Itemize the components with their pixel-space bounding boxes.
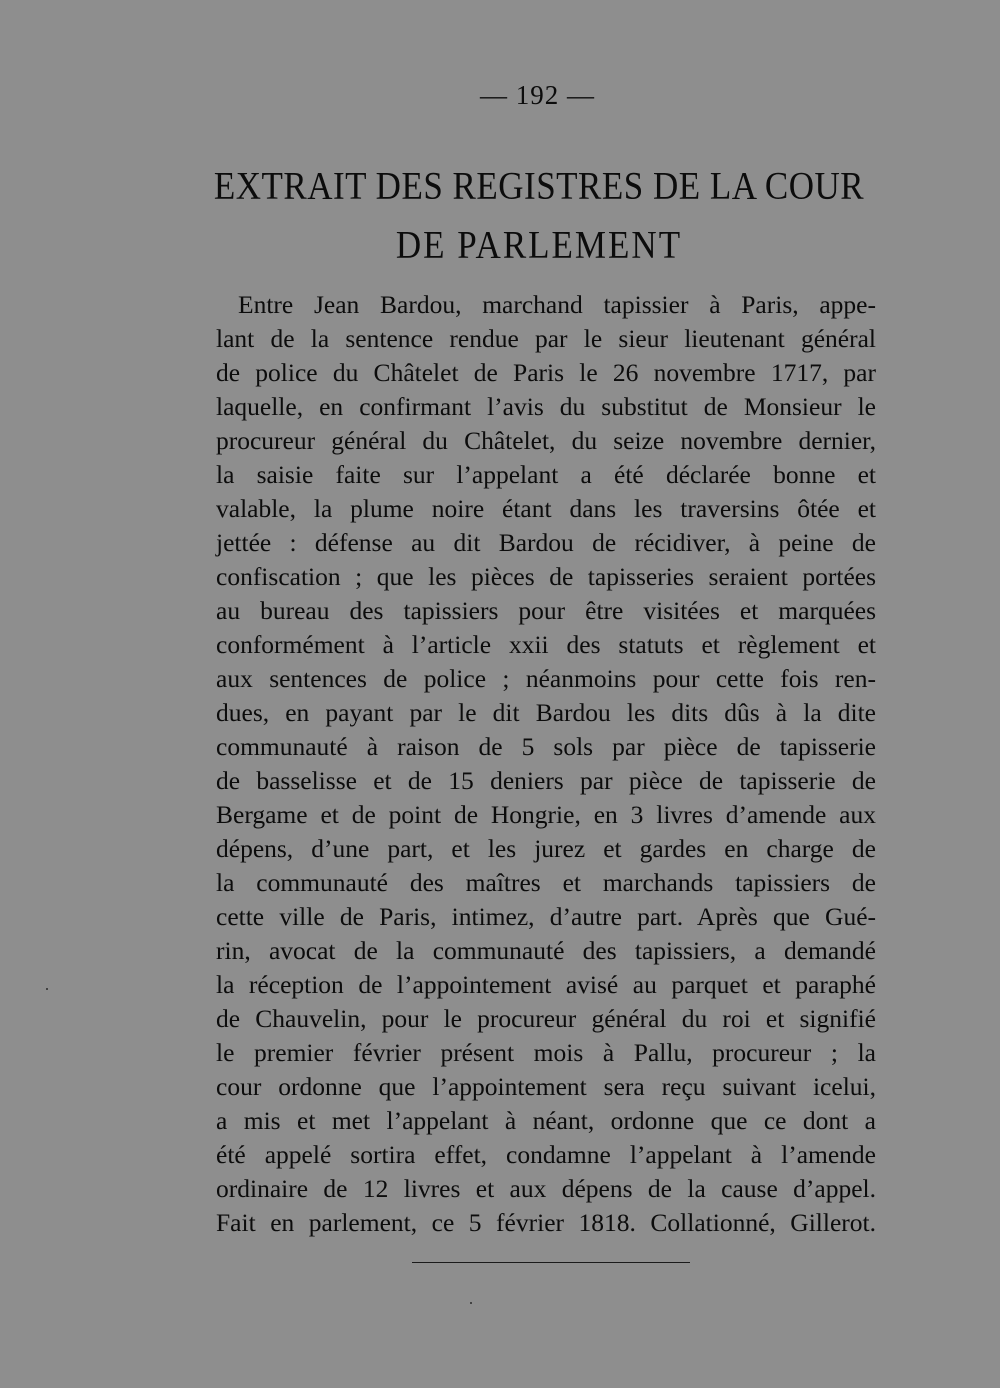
body-line: ordinaire de 12 livres et aux dépens de la cause d’appel. [216,1174,876,1203]
body-line: valable, la plume noire étant dans les traversins ôtée et [216,494,876,523]
body-line: conformément à l’article xxii des statuts et règlement et [216,630,876,659]
paper-speck [470,1302,472,1304]
body-line: confiscation ; que les pièces de tapisseries seraient portées [216,562,876,591]
body-line: dépens, d’une part, et les jurez et gardes en charge de [216,834,876,863]
body-line: aux sentences de police ; néanmoins pour cette fois ren- [216,664,876,693]
body-line: Entre Jean Bardou, marchand tapissier à Paris, appe- [238,290,876,319]
body-line: de Chauvelin, pour le procureur général du roi et signifié [216,1004,876,1033]
body-line: cour ordonne que l’appointement sera reçu suivant icelui, [216,1072,876,1101]
body-line: de basselisse et de 15 deniers par pièce de tapisserie de [216,766,876,795]
body-line: le premier février présent mois à Pallu, procureur ; la [216,1038,876,1067]
paper-speck [46,988,48,990]
body-line: la communauté des maîtres et marchands tapissiers de [216,868,876,897]
body-line: dues, en payant par le dit Bardou les dits dûs à la dite [216,698,876,727]
body-line: de police du Châtelet de Paris le 26 novembre 1717, par [216,358,876,387]
page-number: — 192 — [480,80,595,110]
body-line: la saisie faite sur l’appelant a été déclarée bonne et [216,460,876,489]
body-line: la réception de l’appointement avisé au parquet et paraphé [216,970,876,999]
body-line: cette ville de Paris, intimez, d’autre part. Après que Gué- [216,902,876,931]
body-paragraph [216,288,876,1240]
end-rule [412,1262,690,1263]
title-line-2: DE PARLEMENT [395,222,683,267]
body-line: lant de la sentence rendue par le sieur lieutenant général [216,324,876,353]
body-line: au bureau des tapissiers pour être visitées et marquées [216,596,876,625]
body-line: a mis et met l’appelant à néant, ordonne que ce dont a [216,1106,876,1135]
body-line: communauté à raison de 5 sols par pièce de tapisserie [216,732,876,761]
body-line: Fait en parlement, ce 5 février 1818. Collationné, Gillerot. [216,1208,876,1237]
body-line: procureur général du Châtelet, du seize novembre dernier, [216,426,876,455]
body-line: rin, avocat de la communauté des tapissiers, a demandé [216,936,876,965]
body-line: jettée : défense au dit Bardou de récidiver, à peine de [216,528,876,557]
body-line: laquelle, en confirmant l’avis du substitut de Monsieur le [216,392,876,421]
title-line-1: EXTRAIT DES REGISTRES DE LA COUR [213,163,865,208]
body-line: Bergame et de point de Hongrie, en 3 livres d’amende aux [216,800,876,829]
body-line: été appelé sortira effet, condamne l’appelant à l’amende [216,1140,876,1169]
